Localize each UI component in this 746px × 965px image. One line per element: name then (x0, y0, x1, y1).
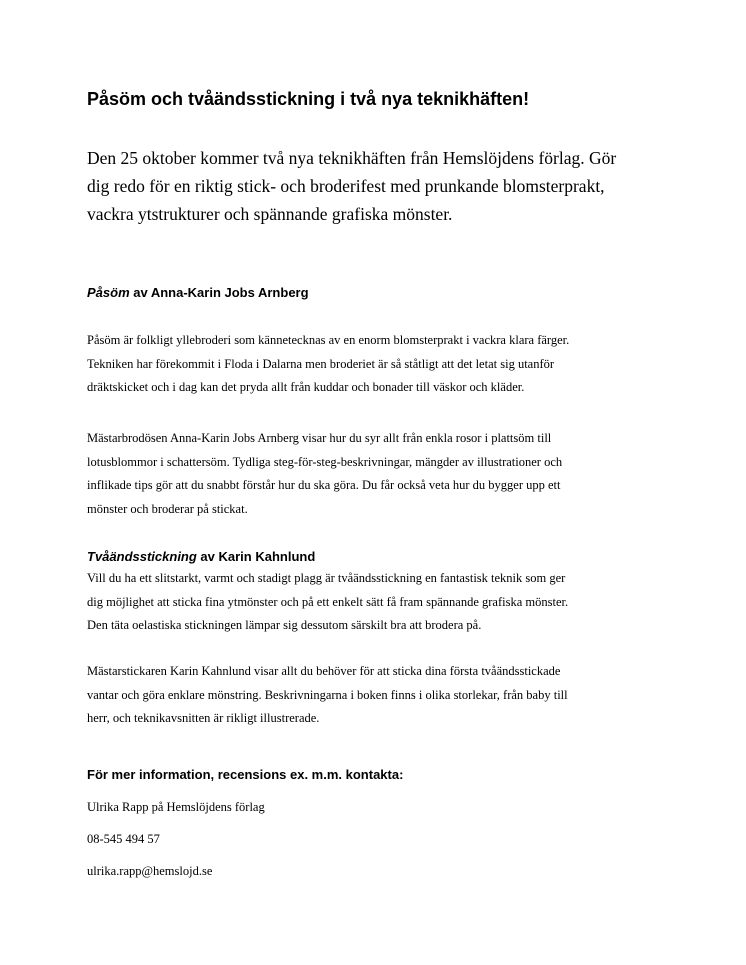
book1-title: Påsöm (87, 285, 130, 300)
intro-paragraph (87, 144, 672, 228)
text-line: inflikade tips gör att du snabbt förstår hur du ska göra. Du får också veta hur du bygger upp ett (87, 478, 561, 492)
contact-name: Ulrika Rapp på Hemslöjdens förlag (87, 800, 265, 814)
book2-paragraph-2 (87, 660, 677, 731)
contact-heading: För mer information, recensions ex. m.m. kontakta: (87, 767, 404, 782)
text-line: Den täta oelastiska stickningen lämpar sig dessutom särskilt bra att brodera på. (87, 618, 482, 632)
text-line: Mästarbrodösen Anna-Karin Jobs Arnberg visar hur du syr allt från enkla rosor i plattsöm till (87, 431, 552, 445)
text-line: lotusblommor i schattersöm. Tydliga steg-för-steg-beskrivningar, mängder av illustrationer och (87, 454, 563, 469)
contact-phone: 08-545 494 57 (87, 832, 160, 846)
text-line: mönster och broderar på stickat. (87, 501, 248, 516)
page-title: Påsöm och tvåändsstickning i två nya teknikhäften! (87, 89, 530, 109)
book2-title: Tvåändsstickning (87, 549, 197, 564)
text-line: vantar och göra enklare mönstring. Beskrivningarna i boken finns i olika storlekar, från baby till (87, 687, 568, 702)
text-line: Mästarstickaren Karin Kahnlund visar allt du behöver för att sticka dina första tvåändsstickade (87, 664, 561, 678)
intro-line: Den 25 oktober kommer två nya teknikhäften från Hemslöjdens förlag. Gör (87, 148, 617, 168)
text-line: dig möjlighet att sticka fina ytmönster och på ett enkelt sätt få fram spännande grafiska mönster. (87, 594, 569, 609)
book2-heading (87, 549, 315, 565)
text-line: Tekniken har förekommit i Floda i Dalarna men broderiet är så ståtligt att det letat sig utanför (87, 356, 555, 371)
text-line: dräktskicket och i dag kan det pryda allt från kuddar och bonader till väskor och kläder. (87, 380, 525, 394)
intro-line: vackra ytstrukturer och spännande grafiska mönster. (87, 204, 453, 224)
book2-author: av Karin Kahnlund (196, 549, 316, 564)
book1-paragraph-2 (87, 427, 677, 521)
text-line: Påsöm är folkligt yllebroderi som kännetecknas av en enorm blomsterprakt i vackra klara färger. (87, 333, 570, 347)
book1-heading (87, 285, 309, 301)
text-line: herr, och teknikavsnitten är rikligt illustrerade. (87, 711, 320, 725)
book1-author: av Anna-Karin Jobs Arnberg (129, 285, 309, 300)
book2-paragraph-1 (87, 567, 677, 638)
contact-email[interactable]: ulrika.rapp@hemslojd.se (87, 864, 213, 878)
text-line: Vill du ha ett slitstarkt, varmt och stadigt plagg är tvåändsstickning en fantastisk teknik som ger (87, 571, 566, 585)
intro-line: dig redo för en riktig stick- och broderifest med prunkande blomsterprakt, (87, 176, 605, 196)
book1-paragraph-1 (87, 329, 677, 400)
